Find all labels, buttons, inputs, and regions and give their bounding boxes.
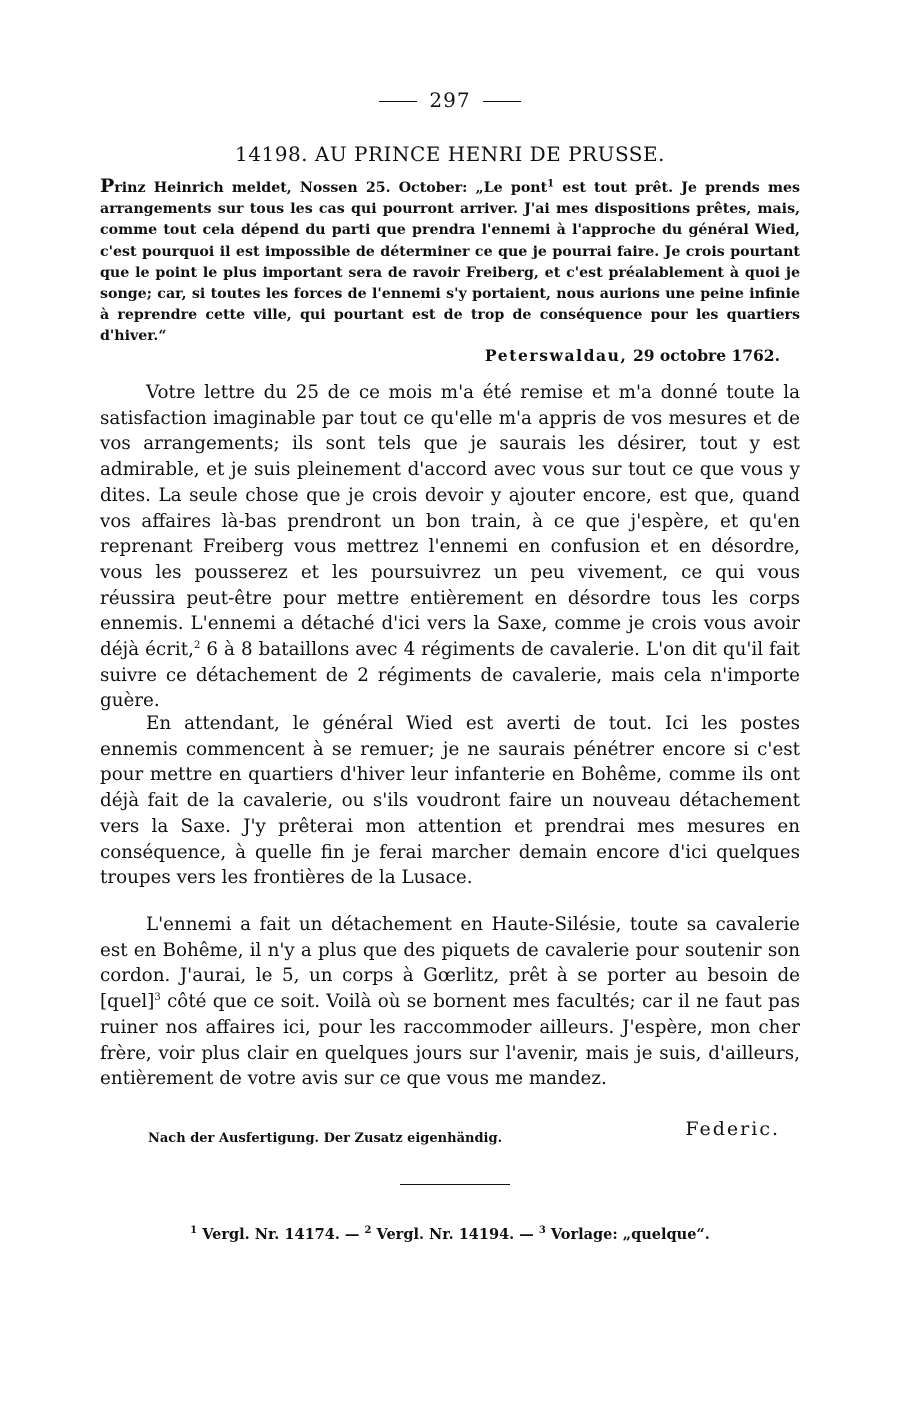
paragraph-1 xyxy=(100,380,800,714)
letter-summary xyxy=(100,176,800,348)
dateline-date: 29 octobre 1762. xyxy=(632,346,780,365)
paragraph-2-text: En attendant, le général Wied est averti de tout. Ici les postes ennemis commencent à se remuer; je ne saurais pénétrer encore si c'est pour mettre en quartiers d'hiver leur infanterie en Bohême, comme ils ont déjà fait de la cavalerie, ou s'ils voudront faire un nouveau détachement vers la Saxe. J'y prêterai mon attention et prendrai mes mesures en conséquence, à quelle fin je ferai marcher demain encore d'ici quelques troupes vers les frontières de la Lusace. xyxy=(100,713,800,889)
footnote-3-marker: 3 xyxy=(538,1225,546,1237)
footnote-2-text: Vergl. Nr. 14194. — xyxy=(376,1226,534,1243)
footnote-2-marker: 2 xyxy=(364,1225,372,1237)
page-number-dash-right xyxy=(483,101,521,102)
paragraph-1-text xyxy=(100,380,800,714)
paragraph-3-text-a: L'ennemi a fait un détachement en Haute-Silésie, toute sa cavalerie est en Bohême, il n'y a plus que des piquets de cavalerie pour soutenir son cordon. J'aurai, le 5, un corps à Gœrlitz, prêt à se porter au besoin de [quel] xyxy=(100,914,800,1013)
footnote-ref-2: 2 xyxy=(193,639,201,651)
paragraph-3-text-b: côté que ce soit. Voilà où se bornent mes facultés; car il ne faut pas ruiner nos affaires ici, pour les raccommoder ailleurs. J'espère, mon cher frère, voir plus clair en quelques jours sur l'avenir, mais je suis, d'ailleurs, entièrement de votre avis sur ce que vous me mandez. xyxy=(100,991,800,1090)
dateline-place: Peterswaldau, xyxy=(484,346,628,365)
page-number-text: 297 xyxy=(429,88,471,112)
paragraph-3-text xyxy=(100,912,800,1092)
paragraph-1-text-a: Votre lettre du 25 de ce mois m'a été remise et m'a donné toute la satisfaction imaginable par tout ce qu'elle m'a appris de vos mesures et de vos arrangements; ils sont tels que je saurais les désirer, tout y est admirable, et je suis pleinement d'accord avec vous sur tout ce que vous y dites. La seule chose que je crois devoir y ajouter encore, est que, quand vos affaires là-bas prendront un bon train, à ce que j'espère, et qu'en reprenant Freiberg vous mettrez l'ennemi en confusion et en désordre, vous les pousserez et les poursuivrez un peu vivement, ce qui vous réussira peut-être pour mettre entièrement en désordre tous les corps ennemis. L'ennemi a détaché d'ici vers la Saxe, comme je crois vous avoir déjà écrit, xyxy=(100,382,800,661)
dateline xyxy=(100,346,780,365)
letter-heading: 14198. AU PRINCE HENRI DE PRUSSE. xyxy=(235,142,665,166)
signature: Federic. xyxy=(685,1118,780,1140)
paragraph-3 xyxy=(100,912,800,1092)
summary-text-a: rinz Heinrich meldet, Nossen 25. October: „Le pont xyxy=(114,180,548,196)
footnote-1-text: Vergl. Nr. 14174. — xyxy=(202,1226,360,1243)
footnote-1-marker: 1 xyxy=(190,1225,198,1237)
page-number xyxy=(0,88,900,112)
footnote-3-text: Vorlage: „quelque“. xyxy=(550,1226,710,1243)
paragraph-2 xyxy=(100,711,800,891)
source-note: Nach der Ausfertigung. Der Zusatz eigenhändig. xyxy=(148,1131,503,1146)
page-number-dash-left xyxy=(379,101,417,102)
footnotes xyxy=(0,1226,900,1243)
footnote-divider xyxy=(400,1184,510,1185)
summary-text-b: est tout prêt. Je prends mes arrangements sur tous les cas qui pourront arriver. J'ai mes dispositions prêtes, mais, comme tout cela dépend du parti que prendra l'ennemi à l'approche du général Wied, c'est pourquoi il est impossible de déterminer ce que je pourrai faire. Je crois pourtant que le point le plus important sera de ravoir Freiberg, et c'est préalablement à quoi je songe; car, si toutes les forces de l'ennemi s'y portaient, nous aurions une peine infinie à reprendre cette ville, qui pourtant est de trop de conséquence pour les quartiers d'hiver.“ xyxy=(100,180,800,345)
paragraph-1-text-b: 6 à 8 bataillons avec 4 régiments de cavalerie. L'on dit qu'il fait suivre ce détachement de 2 régiments de cavalerie, mais cela n'importe guère. xyxy=(100,639,800,712)
summary-lead-letter: P xyxy=(100,175,115,197)
footnote-ref-1: 1 xyxy=(547,178,555,190)
footnote-ref-3: 3 xyxy=(154,992,161,1004)
